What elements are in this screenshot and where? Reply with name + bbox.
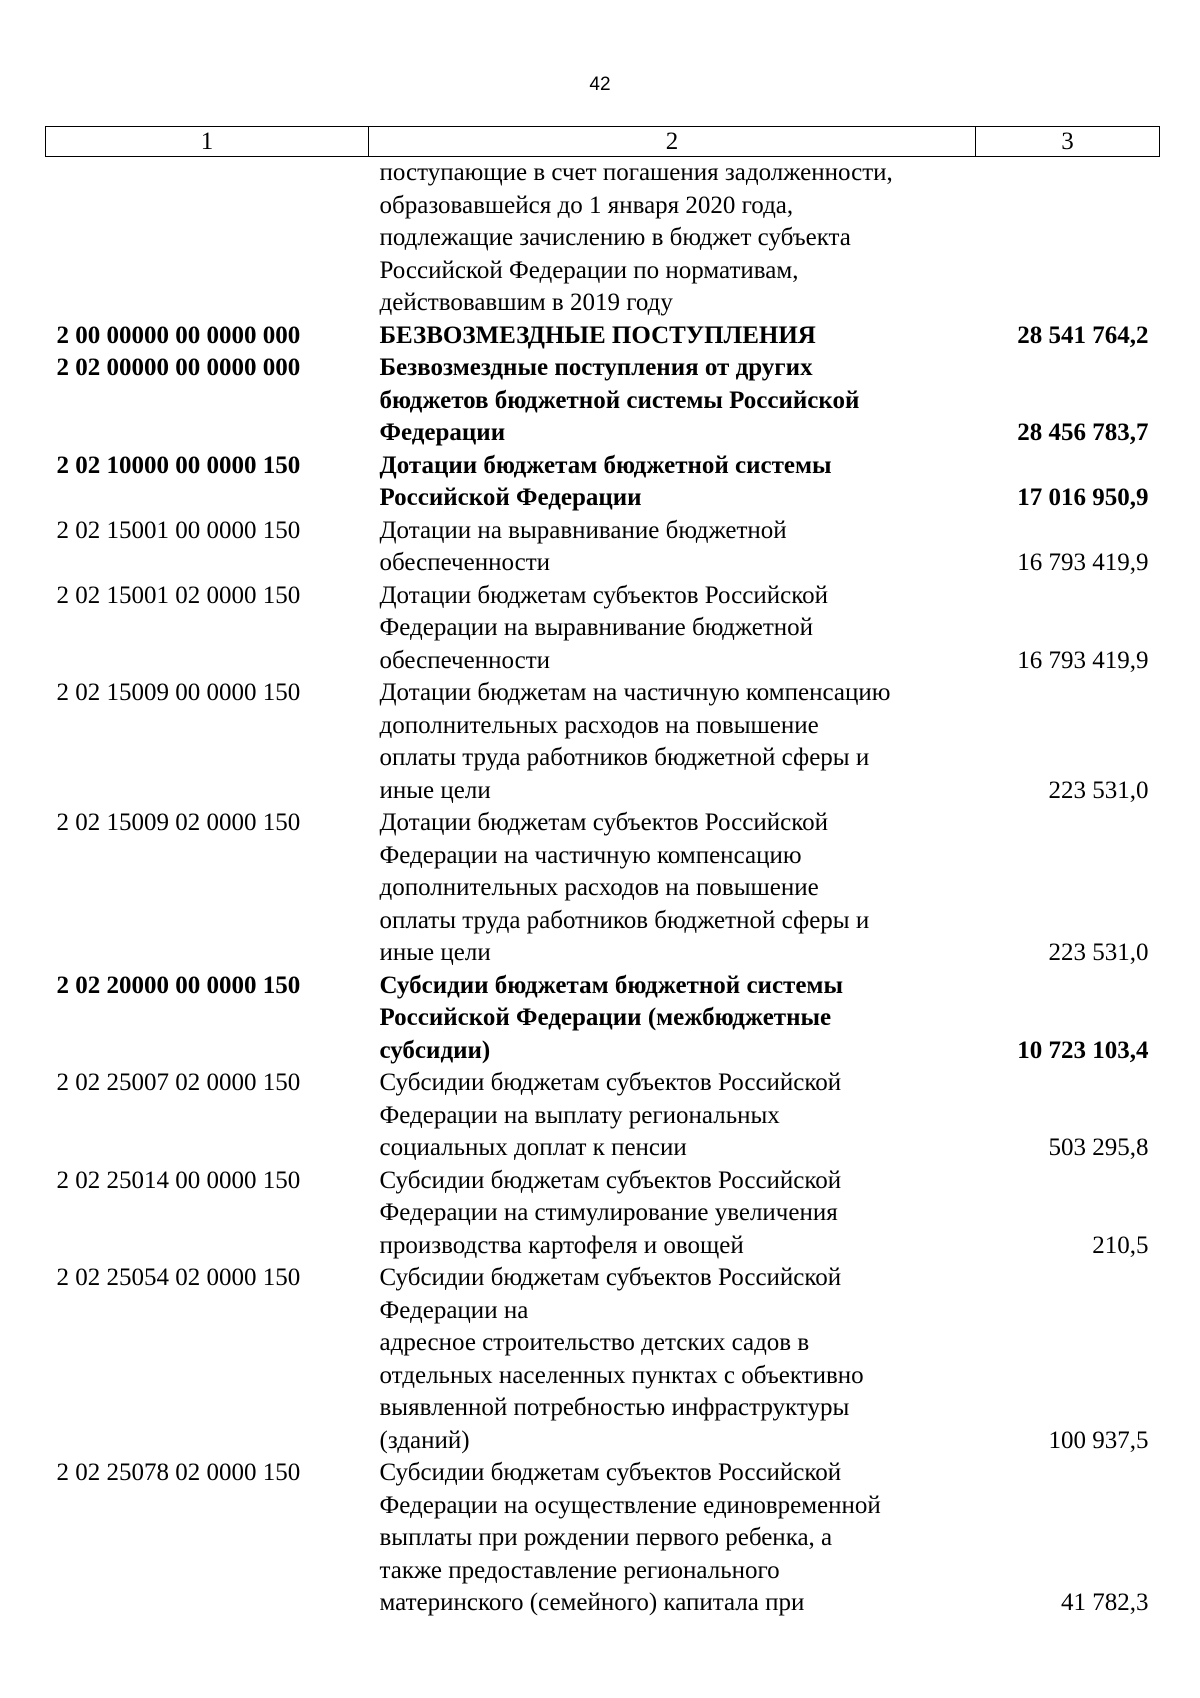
description-line: материнского (семейного) капитала при	[379, 1589, 805, 1616]
description-line: Федерации на	[379, 1296, 529, 1324]
description-line: Субсидии бюджетам субъектов Российской	[379, 1166, 842, 1194]
budget-description	[369, 515, 976, 580]
description-line: оплаты труда работников бюджетной сферы и	[379, 744, 870, 771]
description-line: БЕЗВОЗМЕЗДНЫЕ ПОСТУПЛЕНИЯ	[379, 321, 816, 349]
table-row	[46, 1457, 1160, 1620]
budget-amount: 41 782,3	[1061, 1589, 1149, 1616]
budget-amount: 16 793 419,9	[1017, 549, 1149, 576]
description-line: Дотации бюджетам субъектов Российской	[379, 809, 828, 836]
table-row	[46, 1067, 1160, 1165]
budget-description	[369, 157, 976, 320]
description-line: оплаты труда работников бюджетной сферы и	[379, 906, 870, 934]
table-body	[46, 157, 1160, 1620]
description-line: Субсидии бюджетам бюджетной системы	[379, 971, 843, 999]
description-line: субсидии)	[379, 1036, 491, 1064]
description-line: дополнительных расходов на повышение	[379, 711, 819, 739]
table-row	[46, 970, 1160, 1068]
description-line: обеспеченности	[379, 646, 551, 674]
budget-code: 2 02 10000 00 0000 150	[56, 451, 301, 479]
budget-description	[369, 580, 976, 678]
description-line: выплаты при рождении первого ребенка, а	[379, 1524, 833, 1551]
description-line: дополнительных расходов на повышение	[379, 874, 819, 901]
description-line: также предоставление регионального	[379, 1556, 780, 1584]
budget-code: 2 02 15009 00 0000 150	[56, 679, 301, 706]
description-line: иные цели	[379, 939, 491, 966]
budget-description	[369, 352, 976, 450]
budget-amount: 223 531,0	[1048, 939, 1149, 966]
table-row	[46, 807, 1160, 970]
table-header-row	[46, 127, 1160, 157]
table-row	[46, 515, 1160, 580]
budget-description	[369, 1067, 976, 1165]
table-row	[46, 580, 1160, 678]
budget-code: 2 02 25014 00 0000 150	[56, 1166, 301, 1194]
description-line: Федерации на выплату региональных	[379, 1101, 780, 1129]
budget-code	[46, 157, 369, 320]
description-line: адресное строительство детских садов в	[379, 1329, 810, 1356]
budget-code: 2 02 20000 00 0000 150	[56, 971, 301, 999]
table-row	[46, 1262, 1160, 1457]
budget-code: 2 02 15001 00 0000 150	[56, 516, 301, 544]
description-line: Российской Федерации (межбюджетные	[379, 1004, 832, 1031]
budget-amount: 100 937,5	[1048, 1426, 1149, 1454]
budget-code: 2 02 00000 00 0000 000	[56, 354, 301, 381]
budget-description	[369, 320, 976, 353]
budget-amount: 503 295,8	[1048, 1134, 1149, 1161]
description-line: Дотации на выравнивание бюджетной	[379, 516, 787, 544]
description-line: Дотации бюджетам бюджетной системы	[379, 451, 832, 479]
budget-amount: 223 531,0	[1048, 776, 1149, 804]
budget-amount: 16 793 419,9	[1017, 646, 1149, 674]
budget-description	[369, 1165, 976, 1263]
description-line: иные цели	[379, 776, 491, 804]
description-line: образовавшейся до 1 января 2020 года,	[379, 191, 794, 219]
table-row	[46, 450, 1160, 515]
description-line: социальных доплат к пенсии	[379, 1134, 687, 1161]
description-line: подлежащие зачислению в бюджет субъекта	[379, 224, 851, 251]
budget-code: 2 00 00000 00 0000 000	[56, 321, 301, 349]
budget-amount: 10 723 103,4	[1017, 1036, 1149, 1064]
description-line: Федерации на осуществление единовременной	[379, 1491, 881, 1519]
column-header-amount: 3	[976, 127, 1160, 157]
budget-amount: 28 541 764,2	[1017, 321, 1149, 349]
budget-amount: 28 456 783,7	[1017, 419, 1149, 446]
budget-description	[369, 1262, 976, 1457]
description-line: Российской Федерации по нормативам,	[379, 256, 799, 284]
description-line: Федерации на стимулирование увеличения	[379, 1199, 838, 1226]
description-line: Субсидии бюджетам субъектов Российской	[379, 1069, 842, 1096]
description-line: Российской Федерации	[379, 484, 642, 511]
description-line: Безвозмездные поступления от других	[379, 354, 813, 381]
description-line: Дотации бюджетам субъектов Российской	[379, 581, 828, 609]
column-header-code: 1	[46, 127, 369, 157]
budget-code: 2 02 25078 02 0000 150	[56, 1459, 301, 1486]
budget-description	[369, 677, 976, 807]
table-row	[46, 1165, 1160, 1263]
description-line: бюджетов бюджетной системы Российской	[379, 386, 860, 414]
description-line: действовавшим в 2019 году	[379, 289, 673, 316]
table-row	[46, 677, 1160, 807]
description-line: Федерации на частичную компенсацию	[379, 841, 802, 869]
description-line: Субсидии бюджетам субъектов Российской	[379, 1264, 842, 1291]
budget-description	[369, 807, 976, 970]
table-row	[46, 352, 1160, 450]
column-header-description: 2	[369, 127, 976, 157]
budget-description	[369, 450, 976, 515]
description-line: производства картофеля и овощей	[379, 1231, 744, 1259]
budget-code: 2 02 25007 02 0000 150	[56, 1069, 301, 1096]
description-line: Дотации бюджетам на частичную компенсацию	[379, 679, 891, 706]
budget-table	[45, 126, 1160, 1620]
description-line: Субсидии бюджетам субъектов Российской	[379, 1459, 842, 1486]
table-row	[46, 320, 1160, 353]
budget-code: 2 02 15009 02 0000 150	[56, 809, 301, 836]
description-line: Федерации	[379, 419, 506, 446]
budget-description	[369, 1457, 976, 1620]
budget-amount: 17 016 950,9	[1017, 484, 1149, 511]
description-line: поступающие в счет погашения задолженности,	[379, 159, 893, 186]
budget-description	[369, 970, 976, 1068]
description-line: Федерации на выравнивание бюджетной	[379, 614, 814, 641]
description-line: (зданий)	[379, 1426, 470, 1454]
budget-code: 2 02 25054 02 0000 150	[56, 1264, 301, 1291]
budget-amount	[976, 157, 1160, 320]
description-line: отдельных населенных пунктах с объективно	[379, 1361, 864, 1389]
description-line: выявленной потребностью инфраструктуры	[379, 1394, 850, 1421]
budget-amount: 210,5	[1092, 1231, 1149, 1259]
page-number: 42	[589, 74, 611, 95]
description-line: обеспеченности	[379, 549, 551, 576]
budget-code: 2 02 15001 02 0000 150	[56, 581, 301, 609]
table-row	[46, 157, 1160, 320]
